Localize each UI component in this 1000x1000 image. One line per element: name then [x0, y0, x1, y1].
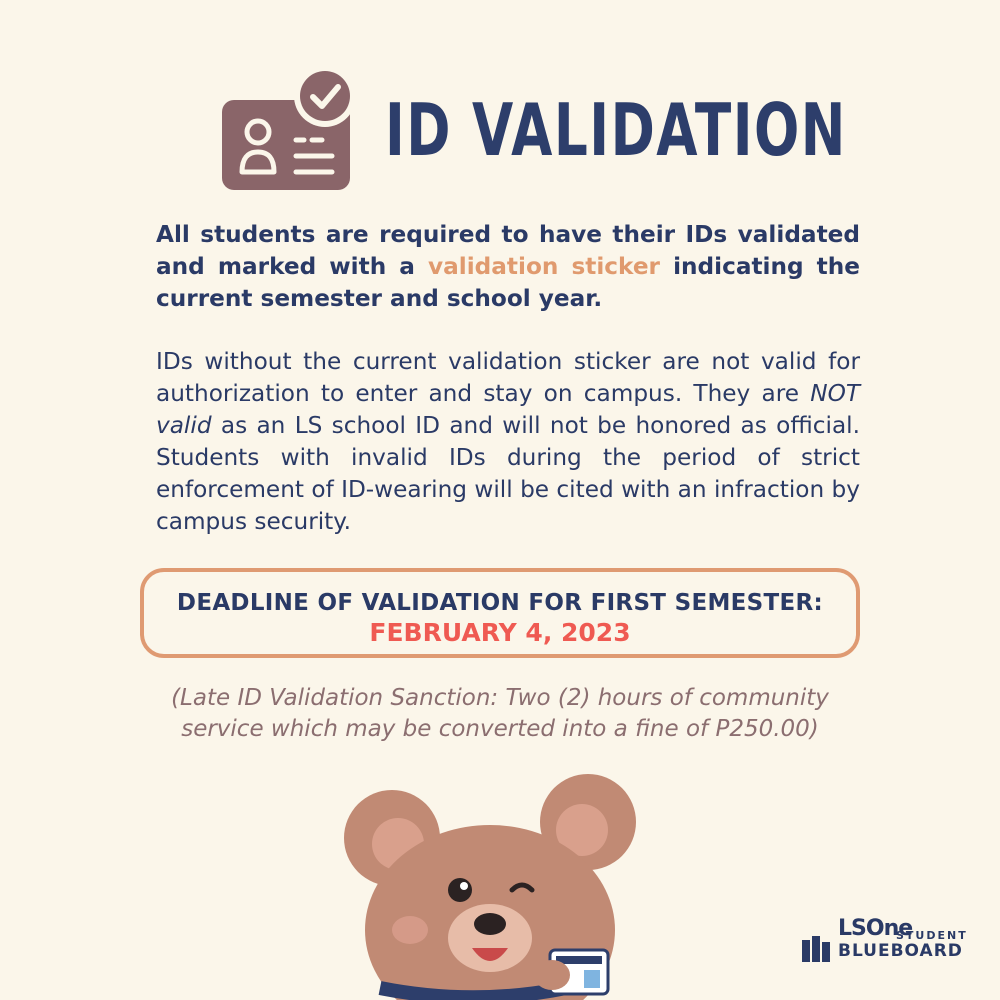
deadline-date: FEBRUARY 4, 2023 [369, 618, 631, 647]
blueboard-books-icon [800, 932, 834, 964]
body-paragraph [156, 346, 860, 538]
id-card-check-icon [220, 62, 360, 197]
not-valid-emphasis: NOT valid [156, 380, 860, 439]
lsone-blueboard-logo [800, 916, 980, 972]
deadline-label: DEADLINE OF VALIDATION FOR FIRST SEMESTER: [176, 590, 824, 616]
validation-sticker-highlight: validation sticker [428, 253, 660, 280]
header [220, 62, 847, 197]
page-title: ID VALIDATION [385, 88, 847, 172]
intro-text-1: All students are required to have their IDs validated and marked with a [156, 221, 860, 280]
logo-student: STUDENT [896, 929, 968, 942]
logo-lsone: LSOne [838, 916, 913, 941]
intro-text-2: indicating the current semester and school year. [156, 253, 860, 312]
sanction-note: (Late ID Validation Sanction: Two (2) hours of community service which may be converted into a fine of P250.00) [171, 685, 829, 742]
logo-blueboard: BLUEBOARD [838, 941, 963, 961]
body-text-1: IDs without the current validation sticker are not valid for authorization to enter and stay on campus. They are [156, 348, 860, 407]
body-text-2: as an LS school ID and will not be honored as official. Students with invalid IDs during the period of strict enforcement of ID-wearing will be cited with an infraction by campus security. [156, 412, 860, 535]
deadline-box [140, 568, 860, 658]
intro-paragraph [156, 219, 860, 315]
bear-mascot-illustration [340, 760, 660, 1000]
